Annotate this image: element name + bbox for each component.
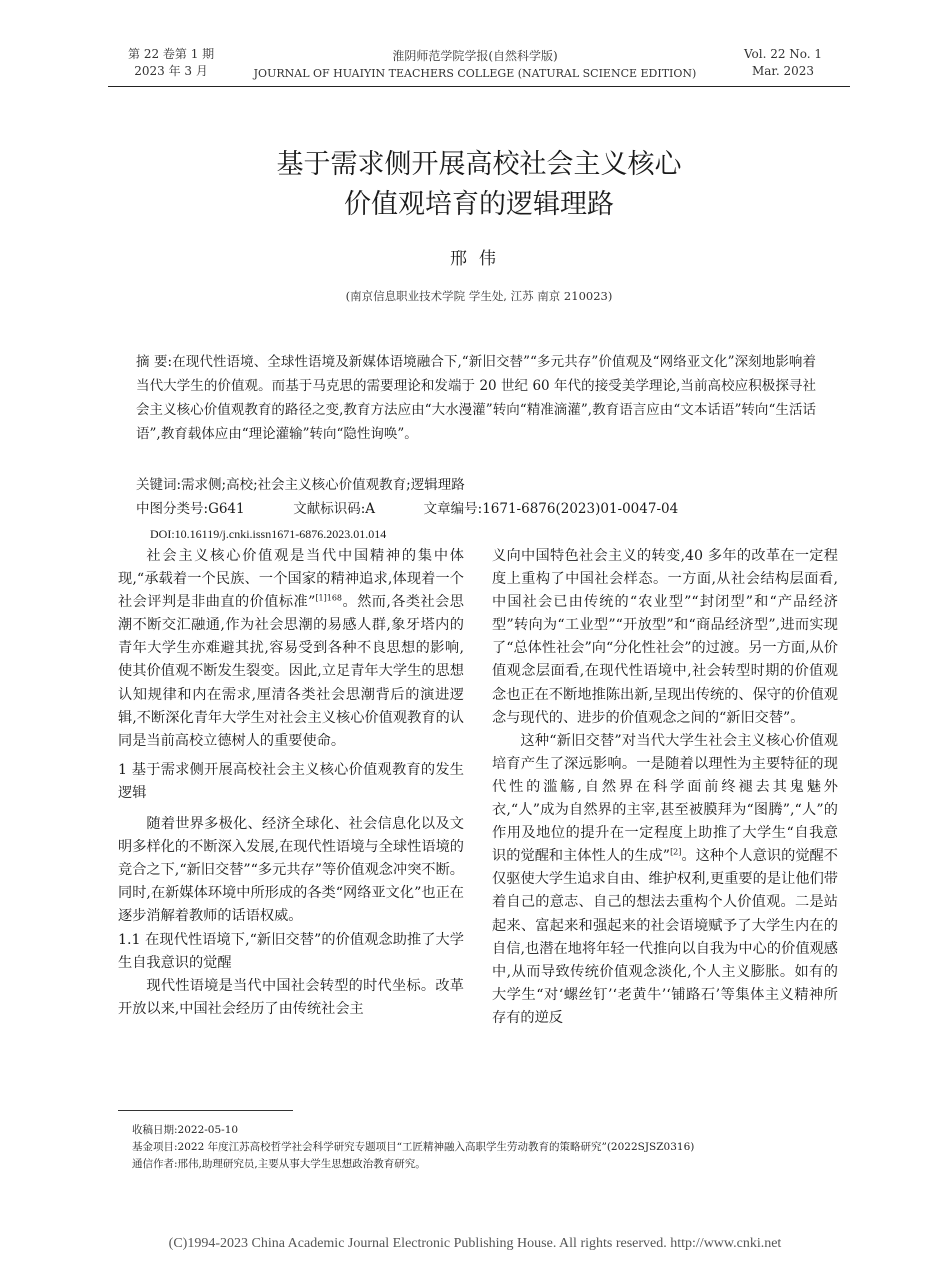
abstract — [136, 350, 816, 446]
footnote-author: 通信作者:邢伟,助理研究员,主要从事大学生思想政治教育研究。 — [132, 1158, 426, 1170]
article-number-label: 文章编号: — [423, 501, 483, 517]
paragraph: 现代性语境是当代中国社会转型的时代坐标。改革开放以来,中国社会经历了由传统社会主 — [118, 977, 464, 1017]
subsection-heading-1-1: 1.1 在现代性语境下,“新旧交替”的价值观念助推了大学生自我意识的觉醒 — [118, 931, 464, 971]
doi: DOI:10.16119/j.cnki.issn1671-6876.2023.01.014 — [150, 527, 387, 541]
abstract-label: 摘 要: — [136, 354, 173, 370]
header-rule — [108, 86, 850, 87]
header-date-en: Mar. 2023 — [751, 64, 815, 78]
article-title-line2: 价值观培育的逻辑理路 — [344, 189, 614, 220]
footnotes — [132, 1122, 832, 1173]
footnote-received: 收稿日期:2022-05-10 — [132, 1124, 239, 1136]
article-title-line1: 基于需求侧开展高校社会主义核心 — [276, 149, 682, 180]
paragraph: 随着世界多极化、经济全球化、社会信息化以及文明多样化的不断深入发展,在现代性语境与全球性语境的竞合之下,“新旧交替”“多元共存”等价值观念冲突不断。同时,在新媒体环境中所形成的各类“网络亚文化”也正在逐步消解着教师的话语权威。 — [118, 816, 464, 925]
doc-code-label: 文献标识码: — [293, 501, 366, 517]
keywords-text: 需求侧;高校;社会主义核心价值观教育;逻辑理路 — [181, 477, 465, 493]
header-vol-en: Vol. 22 No. 1 — [743, 47, 823, 61]
journal-name-en: JOURNAL OF HUAIYIN TEACHERS COLLEGE (NATURAL SCIENCE EDITION) — [253, 67, 697, 80]
header-volume-cn — [128, 46, 214, 80]
paragraph-text: 这种“新旧交替”对当代大学生社会主义核心价值观培育产生了深远影响。一是随着以理性为主要特征的现代性的滥觞,自然界在科学面前终褪去其鬼魅外衣,“人”成为自然界的主宰,甚至被膜拜为“图腾”,“人”的作用及地位的提升在一定程度上助推了大学生“自我意识的觉醒和主体性人的生成” — [492, 732, 838, 865]
clc-value: G641 — [208, 501, 245, 517]
footnote-fund: 基金项目:2022 年度江苏高校哲学社会科学研究专题项目“工匠精神融入高职学生劳动教育的策略研究”(2022SJSZ0316) — [132, 1141, 695, 1153]
paragraph — [118, 545, 464, 753]
paragraph — [492, 730, 838, 1030]
section-heading-1: 1 基于需求侧开展高校社会主义核心价值观教育的发生逻辑 — [118, 761, 464, 801]
article-number-value: 1671-6876(2023)01-0047-04 — [482, 501, 679, 517]
body-right-column — [492, 545, 838, 1030]
citation: [2] — [670, 847, 682, 857]
clc-label: 中图分类号: — [136, 501, 209, 517]
keywords — [136, 474, 465, 496]
keywords-label: 关键词: — [136, 477, 182, 493]
header-volume-en — [738, 46, 828, 80]
abstract-text: 在现代性语境、全球性语境及新媒体语境融合下,“新旧交替”“多元共存”价值观及“网络亚文化”深刻地影响着当代大学生的价值观。而基于马克思的需要理论和发端于 20 世纪 60 年代的接受美学理论,当前高校应积极探寻社会主义核心价值观教育的路径之变,教育方法应由“大水漫灌”转向“精准滴灌”,教育语言应由“文本话语”转向“生活话语”,教育载体应由“理论灌输”转向“隐性询唤”。 — [136, 354, 817, 442]
paragraph-text: 。这种个人意识的觉醒不仅驱使大学生追求自由、维护权利,更重要的是让他们带着自己的意志、自己的想法去重构个人价值观。二是站起来、富起来和强起来的社会语境赋予了大学生内在的自信,也潜在地将年轻一代推向以自我为中心的价值观感中,从而导致传统价值观念淡化,个人主义膨胀。如有的大学生“对‘螺丝钉’‘老黄牛’‘铺路石’等集体主义精神所存有的逆反 — [492, 848, 838, 1026]
footnote-rule — [118, 1110, 293, 1111]
header-journal — [240, 48, 710, 82]
journal-name-cn: 淮阴师范学院学报(自然科学版) — [392, 49, 558, 63]
copyright-notice: (C)1994-2023 China Academic Journal Electronic Publishing House. All rights reserved. http://www.cnki.net — [168, 1236, 782, 1251]
paragraph-text: 。然而,各类社会思潮不断交汇融通,作为社会思潮的易感人群,象牙塔内的青年大学生亦难避其扰,容易受到各种不良思想的影响,使其价值观不断发生裂变。因此,立足青年大学生的思想认知规律和内在需求,厘清各类社会思潮背后的演进逻辑,不断深化青年大学生对社会主义核心价值观教育的认同是当前高校立德树人的重要使命。 — [118, 594, 464, 749]
citation: [1]168 — [315, 593, 343, 603]
header-date-cn: 2023 年 3 月 — [134, 64, 208, 78]
author-affiliation: (南京信息职业技术学院 学生处, 江苏 南京 210023) — [345, 289, 613, 303]
paragraph: 义向中国特色社会主义的转变,40 多年的改革在一定程度上重构了中国社会样态。一方面,从社会结构层面看,中国社会已由传统的“农业型”“封闭型”和“产品经济型”转向为“工业型”“开放型”和“商品经济型”,进而实现了“总体性社会”向“分化性社会”的过渡。另一方面,从价值观念层面看,在现代性语境中,社会转型时期的价值观念也正在不断地推陈出新,呈现出传统的、保守的价值观念与现代的、进步的价值观念之间的“新旧交替”。 — [492, 548, 838, 726]
author-name: 邢伟 — [450, 249, 508, 269]
body-left-column — [118, 545, 464, 1021]
doc-code-value: A — [365, 501, 376, 517]
header-vol-issue: 第 22 卷第 1 期 — [128, 47, 215, 61]
paragraph-text: 社会主义核心价值观是当代中国精神的集中体现,“承载着一个民族、一个国家的精神追求,体现着一个社会评判是非曲直的价值标准” — [118, 548, 464, 611]
classification-line — [136, 498, 678, 520]
